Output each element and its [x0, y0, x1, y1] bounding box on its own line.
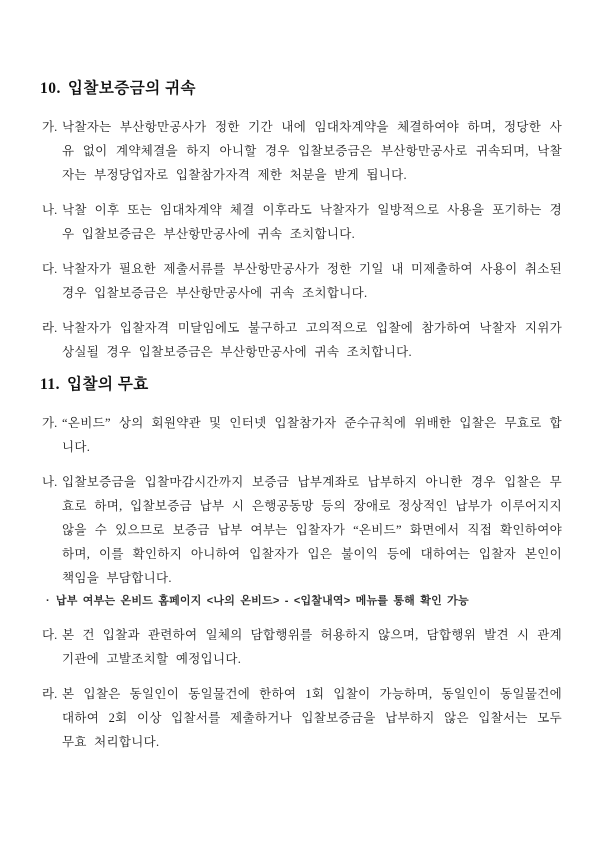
- note-line: [46, 592, 562, 610]
- list-item: [40, 682, 562, 754]
- section-number: 11.: [40, 376, 61, 393]
- list-item: [40, 411, 562, 459]
- item-label: 나.: [42, 203, 58, 217]
- section-number: 10.: [40, 80, 61, 97]
- section-heading: [40, 375, 562, 395]
- item-text: “온비드” 상의 회원약관 및 인터넷 입찰참가자 준수규칙에 위배한 입찰은 무효로 합니다.: [62, 416, 562, 454]
- item-text: 본 건 입찰과 관련하여 일체의 담합행위를 허용하지 않으며, 담합행위 발견 시 관계기관에 고발조치할 예정입니다.: [62, 628, 562, 666]
- item-text: 입찰보증금을 입찰마감시간까지 보증금 납부계좌로 납부하지 아니한 경우 입찰은 무효로 하며, 입찰보증금 납부 시 은행공동망 등의 장애로 정상적인 납부가 이루어지지 않을 수 있으므로 보증금 납부 여부는 입찰자가 “온비드” 화면에서 직접 확인하여야 하며, 이를 확인하지 아니하여 입찰자가 입은 불이익 등에 대하여는 입찰자 본인이 책임을 부담합니다.: [62, 475, 562, 585]
- list-item: [40, 198, 562, 246]
- item-label: 라.: [42, 687, 58, 701]
- item-label: 가.: [42, 416, 58, 430]
- item-label: 다.: [42, 628, 58, 642]
- list-item: [40, 470, 562, 590]
- list-item: [40, 316, 562, 364]
- list-item: [40, 623, 562, 671]
- section-title: 입찰보증금의 귀속: [67, 80, 197, 97]
- item-text: 본 입찰은 동일인이 동일물건에 한하여 1회 입찰이 가능하며, 동일인이 동일물건에 대하여 2회 이상 입찰서를 제출하거나 입찰보증금을 납부하지 않은 입찰서는 모두 무효 처리합니다.: [62, 687, 562, 749]
- item-label: 나.: [42, 475, 58, 489]
- item-text: 낙찰자가 필요한 제출서류를 부산항만공사가 정한 기일 내 미제출하여 사용이 취소된 경우 입찰보증금은 부산항만공사에 귀속 조치합니다.: [62, 262, 562, 300]
- item-label: 라.: [42, 321, 58, 335]
- item-label: 다.: [42, 262, 58, 276]
- section-deposit-forfeiture: [40, 79, 562, 364]
- item-text: 낙찰 이후 또는 임대차계약 체결 이후라도 낙찰자가 일방적으로 사용을 포기하는 경우 입찰보증금은 부산항만공사에 귀속 조치합니다.: [62, 203, 562, 241]
- section-bid-invalidity: [40, 375, 562, 754]
- item-text: 낙찰자는 부산항만공사가 정한 기간 내에 임대차계약을 체결하여야 하며, 정당한 사유 없이 계약체결을 하지 아니할 경우 입찰보증금은 부산항만공사로 귀속되며, 낙찰자는 부정당업자로 입찰참가자격 제한 처분을 받게 됩니다.: [62, 120, 562, 182]
- note-text: 납부 여부는 온비드 홈페이지 <나의 온비드> - <입찰내역> 메뉴를 통해 확인 가능: [55, 595, 469, 607]
- bullet-icon: ·: [46, 595, 50, 607]
- item-label: 가.: [42, 120, 58, 134]
- item-text: 낙찰자가 입찰자격 미달임에도 불구하고 고의적으로 입찰에 참가하여 낙찰자 지위가 상실될 경우 입찰보증금은 부산항만공사에 귀속 조치합니다.: [62, 321, 562, 359]
- list-item: [40, 115, 562, 187]
- section-title: 입찰의 무효: [67, 376, 149, 393]
- list-item: [40, 257, 562, 305]
- section-heading: [40, 79, 562, 99]
